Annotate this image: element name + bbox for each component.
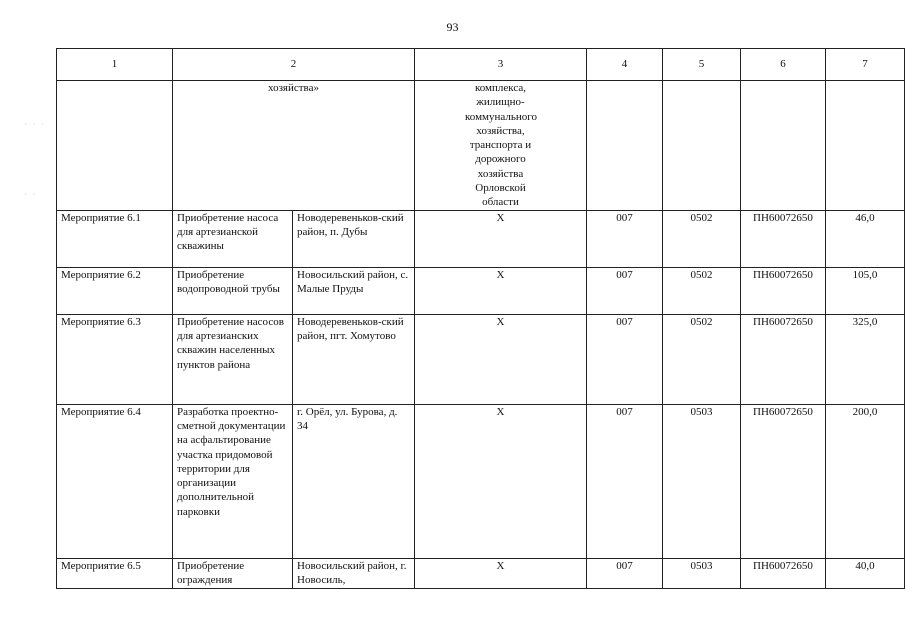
cell [826,81,905,211]
cell [57,81,173,211]
continuation-executor-text: комплекса, жилищно-коммунального хозяйства, транспорта и дорожного хозяйства Орловской области [415,81,587,211]
table-row [57,404,905,558]
event-location: Новодеревеньков-ский район, п. Дубы [293,210,415,267]
cell [663,81,741,211]
event-number: Мероприятие 6.5 [57,558,173,588]
table-row [57,210,905,267]
grbs-cell: 007 [587,267,663,314]
header-row [57,49,905,81]
event-number: Мероприятие 6.2 [57,267,173,314]
event-location: Новодеревеньков-ский район, пгт. Хомутово [293,314,415,404]
event-number: Мероприятие 6.1 [57,210,173,267]
amount-cell: 325,0 [826,314,905,404]
table-row [57,314,905,404]
table-row [57,267,905,314]
cell [587,81,663,211]
header-cell: 2 [173,49,415,81]
amount-cell: 46,0 [826,210,905,267]
target-cell: ПН60072650 [741,210,826,267]
table-row [57,558,905,588]
header-cell: 5 [663,49,741,81]
grbs-cell: 007 [587,404,663,558]
event-number: Мероприятие 6.3 [57,314,173,404]
event-location: г. Орёл, ул. Бурова, д. 34 [293,404,415,558]
event-name: Приобретение ограждения [173,558,293,588]
section-cell: 0503 [663,558,741,588]
event-location: Новосильский район, с. Малые Пруды [293,267,415,314]
grbs-cell: 007 [587,558,663,588]
amount-cell: 200,0 [826,404,905,558]
executor-cell: Х [415,558,587,588]
event-location: Новосильский район, г. Новосиль, [293,558,415,588]
section-cell: 0503 [663,404,741,558]
event-number: Мероприятие 6.4 [57,404,173,558]
event-name: Приобретение насосов для артезианских скважин населенных пунктов района [173,314,293,404]
event-name: Разработка проектно-сметной документации на асфальтирование участка придомовой территории для организации дополнительной парковки [173,404,293,558]
header-cell: 7 [826,49,905,81]
budget-table [56,48,905,589]
target-cell: ПН60072650 [741,267,826,314]
header-cell: 6 [741,49,826,81]
header-cell: 3 [415,49,587,81]
margin-mark: · · [24,190,38,199]
executor-cell: Х [415,314,587,404]
executor-cell: Х [415,267,587,314]
executor-cell: Х [415,404,587,558]
continuation-row [57,81,905,211]
margin-mark: · · · [24,120,46,129]
target-cell: ПН60072650 [741,404,826,558]
event-name: Приобретение насоса для артезианской скважины [173,210,293,267]
grbs-cell: 007 [587,210,663,267]
section-cell: 0502 [663,210,741,267]
amount-cell: 105,0 [826,267,905,314]
amount-cell: 40,0 [826,558,905,588]
section-cell: 0502 [663,267,741,314]
cell [741,81,826,211]
header-cell: 4 [587,49,663,81]
grbs-cell: 007 [587,314,663,404]
event-name: Приобретение водопроводной трубы [173,267,293,314]
page-number: 93 [446,20,459,34]
section-cell: 0502 [663,314,741,404]
executor-cell: Х [415,210,587,267]
target-cell: ПН60072650 [741,314,826,404]
header-cell: 1 [57,49,173,81]
continuation-text: хозяйства» [173,81,415,211]
target-cell: ПН60072650 [741,558,826,588]
